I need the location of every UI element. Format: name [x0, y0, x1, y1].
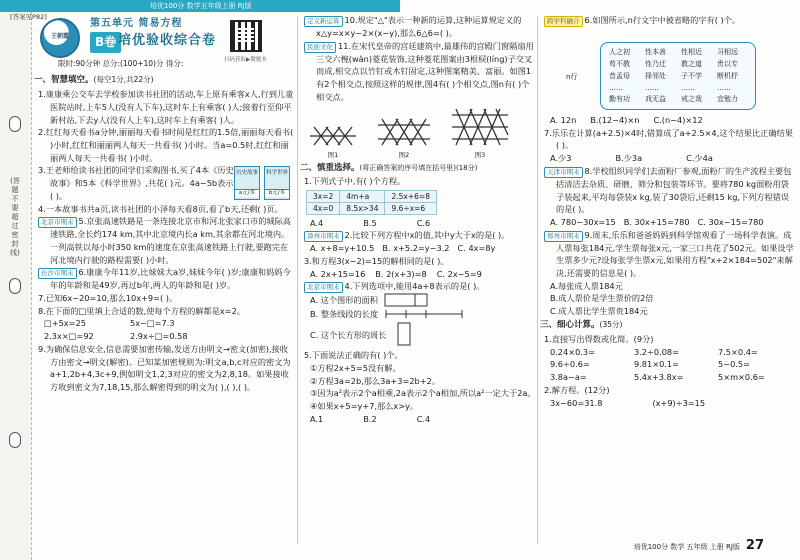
options-2-1	[300, 217, 536, 230]
word-cell: 择邻处	[645, 71, 666, 80]
word-cell: 性乃迁	[645, 59, 666, 68]
word-cell: 昔孟母	[609, 71, 630, 80]
binding-margin	[0, 12, 32, 560]
options-2-3	[300, 268, 536, 281]
qr-code-icon[interactable]	[230, 20, 262, 52]
statement: ③因为a²表示2个a相乘,2a表示2个a相加,所以a²一定大于2a。	[310, 388, 536, 399]
question-2-3: 3.和方程3(x−2)=15的解相同的是( )。	[304, 255, 449, 266]
option-a[interactable]: A. 780−30x=15	[550, 216, 616, 227]
paper-header	[34, 14, 296, 72]
seal-hole	[9, 278, 21, 294]
answer-reference: [答案见P82]	[10, 13, 47, 21]
figure-3: 图3	[450, 107, 510, 160]
word-cell: 习相远	[717, 48, 738, 56]
option-c[interactable]: C. 4x=8y	[457, 243, 496, 254]
calc-2-title: 2.解方程。(12分)	[544, 384, 610, 395]
question-1-8: 8.在下面的□里填上合适的数,使每个方程的解都是x=2。	[38, 305, 246, 316]
option-a[interactable]: A.4	[310, 217, 324, 228]
lattice-figures	[308, 107, 536, 160]
question-1-1: 1.康康乘公交车去学校参加读书社团的活动,车上原有乘客x人,行到儿童医院站时,上车5人(没有人下车),这时车上有乘客( )人;接着行至仰平新村站,下去y人(没有人上车),这时车上有乘客( )人。	[38, 89, 294, 125]
statement: ②方程3a=2b,那么3a+3=2b+2。	[310, 375, 441, 386]
page-number: 27	[745, 537, 764, 553]
option-c[interactable]: C. 这个长方形的周长	[310, 321, 536, 349]
option-a[interactable]: A. 12n	[550, 115, 577, 125]
option-b[interactable]: B.5	[363, 217, 377, 228]
word-cell: 贵以专	[717, 59, 738, 68]
calc-grid	[540, 346, 796, 384]
margin-note: (答 题 不 要 超 过 密 封 线)	[10, 177, 20, 257]
option-a[interactable]: A. 2x+15=16	[310, 268, 366, 279]
book-science: 科学世界 b元/本	[264, 166, 290, 200]
equation-row	[34, 330, 296, 343]
word-cell: 性相近	[681, 48, 702, 56]
calc-item[interactable]: 7.5×0.4=	[718, 346, 758, 357]
word-cell: 宜勉力	[717, 95, 738, 104]
option-b[interactable]: B.少3a	[615, 153, 643, 164]
word-cell: ……	[681, 83, 695, 92]
option-b[interactable]: B. 2(x+3)=8	[375, 268, 427, 279]
question-2-8: 天津市期末 8.学校组织同学们去面粉厂参观,面粉厂的生产流程主要包括清洁去杂质、研磨、筛分和包装等环节。要将780 kg面粉用袋子装起来,平均每袋装x kg,装了30袋后,还剩15 kg,下列方程错误的是( )。	[544, 165, 796, 216]
word-cell: ……	[609, 83, 623, 92]
options-2-7	[540, 152, 796, 165]
question-1-9: 9.为确保信息安全,信息需要加密传输,发送方由明文→密文(加密),接收方由密文→明文(解密)。已知某加密规则为:明文a,b,c对应的密文为a+1,2b+4,3c+9,例如明文1,2,3对应的密文为2,8,18。如果接收方收到密文为7,18,15,那么解密得到的明文为( ),( ),( )。	[38, 343, 291, 392]
option-b[interactable]: B.(12−4)×n	[590, 115, 640, 125]
option-b[interactable]: B.成人票价是学生票价的2倍	[550, 293, 654, 304]
question-1-3: 3.王老师给读书社团的同学们采购图书,买了4本《历史故事》和5本《科学世界》,共花( )元。4a−5b表示( )。	[38, 165, 234, 201]
option-a[interactable]: A.少3	[550, 153, 572, 164]
word-cell: ……	[645, 83, 659, 92]
word-cell: 性本善	[645, 48, 666, 56]
equation-item[interactable]: 3x−60=31.8	[550, 397, 603, 408]
paper-title: 培优验收综合卷	[118, 33, 217, 48]
options-2-2	[300, 242, 536, 255]
calc-item[interactable]: 3.8a−a=	[550, 372, 587, 383]
brand-badge: 王朝霞	[40, 18, 80, 58]
calc-item[interactable]: 5.4x+3.8x=	[634, 372, 684, 383]
top-strip	[0, 0, 800, 12]
paper-b-label: B卷	[90, 32, 121, 53]
segment-figure	[384, 307, 464, 321]
section-3-title: 三、细心计算。(35分)	[540, 319, 623, 330]
section-1-title: 一、智慧填空。(每空1分,共22分)	[34, 75, 154, 85]
equation-blank[interactable]: 2.3x×□=92	[44, 331, 94, 342]
qr-caption: 扫码获取▶微题本	[224, 57, 267, 63]
calc-item[interactable]: 3.2÷0.08=	[634, 346, 679, 357]
book-prices	[234, 164, 292, 204]
seal-hole	[9, 432, 21, 448]
question-1-4: 4.一本故事书共a页,读书社团的小泽每天看8页,看了b天,还剩( )页。	[38, 203, 283, 214]
lattice-pattern-2	[376, 117, 432, 147]
section-2-title: 二、慎重选择。(将正确答案的序号填在括号里)(18分)	[300, 162, 478, 173]
word-cell: 戏无益	[645, 95, 666, 104]
unit-title: 第五单元 简易方程	[90, 18, 183, 29]
tall-rectangle-figure	[392, 321, 418, 349]
n-rows-label: n行	[566, 73, 578, 81]
option-c[interactable]: C.少4a	[686, 153, 713, 164]
figure-1: 图1	[308, 125, 358, 160]
question-1-3-wrap	[34, 164, 296, 202]
question-1-2: 2.红红每天看书a分钟,丽丽每天看书时间是红红的1.5倍,丽丽每天看书( )小时,红红和丽丽两人每天一共看书( )小时。当a=0.5时,红红和丽丽两人每天一共看书( )小时。	[38, 127, 294, 163]
question-2-5: 5.下面说法正确的有( )个。	[304, 350, 403, 361]
question-2-6-wrap	[540, 14, 796, 114]
column-left	[34, 14, 296, 394]
options-2-8	[540, 216, 796, 229]
option-c[interactable]: C. 2x−5=9	[436, 268, 482, 279]
lattice-pattern-3	[450, 107, 510, 147]
column-divider	[297, 16, 298, 544]
column-divider	[537, 16, 538, 544]
option-c[interactable]: C.4	[416, 413, 431, 424]
calc-item[interactable]: 9.6÷0.6=	[550, 359, 590, 370]
word-cell: 人之初	[609, 48, 630, 56]
calc-item[interactable]: 0.24×0.3=	[550, 346, 595, 357]
equation-row	[34, 317, 296, 330]
option-a[interactable]: A. x+8=y+10.5	[310, 243, 375, 254]
question-2-2: 漳州市期末 2.比较下列方程中x的值,其中y大于x的是( )。	[304, 229, 536, 242]
question-1-5: 北京市期末 5.京张高速铁路是一条连接北京市和河北张家口市的城际高速铁路,全长约174 km,其中北京境内长a km,其余都在河北境内。一列高铁以每小时350 km的速度在京张高速铁路上行驶,要跑完在河北境内行驶的路程需要( )小时。	[38, 215, 296, 266]
equation-blank[interactable]: □+5x=25	[44, 318, 86, 329]
option-c[interactable]: C.成人票比学生票贵184元	[550, 306, 648, 317]
question-1-7: 7.已知6x−20=10,那么10x+9=( )。	[38, 293, 178, 304]
question-2-9: 郑州市期末 9.周末,乐乐和爸爸妈妈到科学馆观看了一场科学表演。成人票每张184元,学生票每张x元,一家三口共花了502元。如果设学生票多少元?设每张学生票x元,如果用方程"x+2×184=502"来解决,还需要的信息是( )。	[544, 229, 796, 280]
figure-2: 图2	[376, 117, 432, 160]
options-2-6	[540, 114, 796, 127]
word-cell: ……	[717, 83, 731, 92]
page-footer	[634, 536, 764, 556]
seal-hole	[9, 116, 21, 132]
word-cell: 教之道	[681, 59, 702, 68]
time-score-line: 限时:90分钟 总分:(100+10)分 得分:	[58, 59, 184, 68]
rectangle-figure	[384, 293, 428, 307]
option-a[interactable]: A.1	[310, 413, 324, 424]
word-cell: 断机杼	[717, 71, 738, 80]
equation-blank[interactable]: 5x−□=7.3	[130, 318, 175, 329]
word-cell: 子不学	[681, 71, 702, 80]
lattice-pattern-1	[308, 125, 358, 147]
calc-item[interactable]: 9.81×0.1=	[634, 359, 679, 370]
options-2-5	[300, 413, 536, 426]
options-2-4	[300, 293, 536, 349]
word-cell: 勤有功	[609, 95, 630, 104]
option-b[interactable]: B.2	[363, 413, 377, 424]
column-middle	[300, 14, 536, 426]
word-cell: 苟不教	[609, 59, 630, 68]
question-2-1: 1.下列式子中,有( )个方程。	[304, 175, 406, 186]
question-1-10: 定义新运算 10.规定"△"表示一种新的运算,这种运算规定义的 x△y=x×y−2×(x−y),那么6△6=( )。	[304, 14, 536, 40]
question-1-6: 长沙市期末 6.康康今年11岁,比妹妹大a岁,妹妹今年( )岁;康康和妈妈今年的年龄和是49岁,再过b年,两人的年龄和是( )岁。	[38, 266, 296, 292]
equation-list	[540, 397, 796, 410]
equation-item[interactable]: (x+9)÷3=15	[652, 397, 706, 408]
option-a[interactable]: A. 这个图形的面积	[310, 293, 536, 307]
question-2-6: 跨学科融合 6.如图所示,n行文字中被省略的字有( )个。	[544, 14, 796, 27]
calc-item[interactable]: 5−0.5=	[718, 359, 750, 370]
top-strip-title: 培优100分 数学五年级上册 RJ版	[0, 0, 400, 12]
equation-table: 3x=2 4m+a 2.5x+6=8 4x=0 8.5x>34 9.6÷x=6	[306, 190, 437, 215]
question-2-4: 北京市期末 4.下列选项中,能用4a+8表示的是( )。	[304, 280, 536, 293]
question-1-11: 民族文化 11.在宋代皇帝的宫廷建筑中,最雄伟的宫殿门窗隔扇用三交六椀(wǎn)菱花装饰,这种菱花图案由3根棂(líng)子交叉而成,相交点以竹钉或木钉固定,这种图案精美、富丽。如图1有2个相交点,按照这样的规律,图4有( )个相交点,图n有( )个相交点。	[304, 40, 536, 104]
option-b[interactable]: B. x+5.2=y−3.2	[382, 243, 450, 254]
question-2-7: 7.乐乐在计算(a+2.5)×4时,错算成了a+2.5×4,这个结果比正确结果( )。	[544, 127, 793, 151]
footer-text: 培优100分 数学 五年级 上册 RJ版	[633, 542, 740, 551]
three-character-classic-box	[600, 42, 756, 110]
option-a[interactable]: A.每张成人票184元	[550, 280, 623, 291]
statement: ④如果x+5=y+7,那么x>y。	[310, 401, 419, 412]
options-2-9	[540, 280, 796, 318]
option-b[interactable]: B. 30x+15=780	[623, 216, 690, 227]
option-c[interactable]: C.(n−4)×12	[653, 115, 703, 125]
equation-blank[interactable]: 2.9x÷□=0.58	[130, 331, 188, 342]
calc-item[interactable]: 5×m×0.6=	[718, 372, 765, 383]
option-c[interactable]: C. 30x−15=780	[697, 216, 764, 227]
statements-2-5	[300, 362, 536, 413]
statement: ①方程2x+5=5没有解。	[310, 363, 401, 374]
book-history: 历史故事 a元/本	[234, 166, 260, 200]
option-c[interactable]: C.6	[416, 217, 431, 228]
word-cell: 戒之哉	[681, 95, 702, 104]
calc-1-title: 1.直接写出得数或化简。(9分)	[544, 334, 654, 345]
word-grid	[601, 43, 755, 109]
option-b[interactable]: B. 整条线段的长度	[310, 307, 536, 321]
